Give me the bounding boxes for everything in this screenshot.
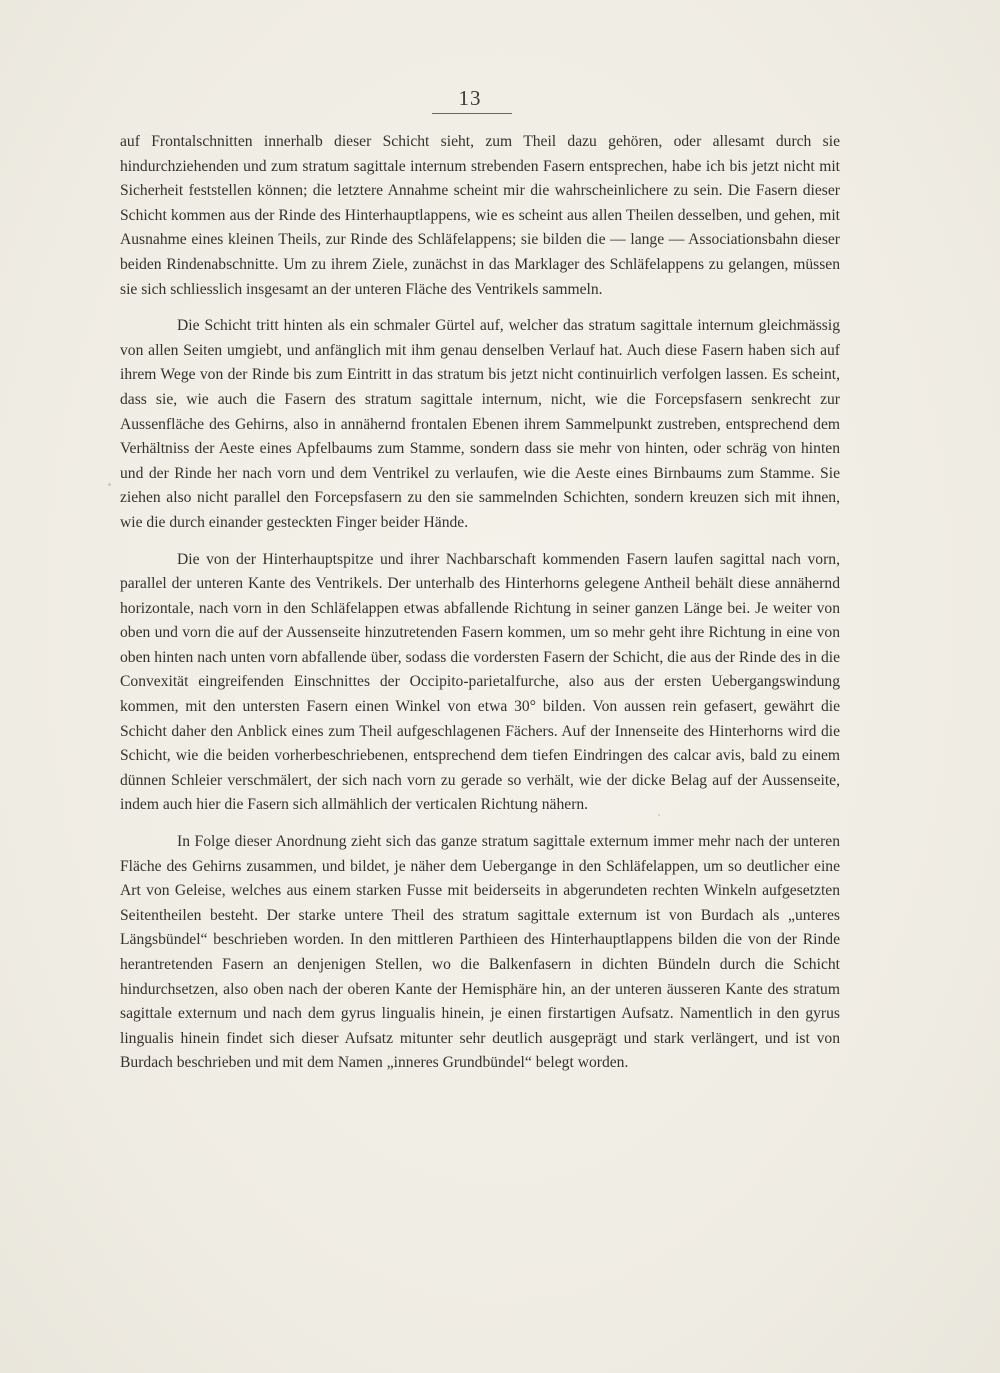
paragraph-4: In Folge dieser Anordnung zieht sich das ganze stratum sagittale externum immer mehr nach der unteren Fläche des Gehirns zusammen, und bildet, je näher dem Uebergange in den Schläfelappen, um so deutlicher eine Art von Geleise, welches aus einem starken Fusse mit beiderseits in abgerundeten rechten Winkeln aufgesetzten Seitentheilen besteht. Der starke untere Theil des stratum sagittale externum ist von Burdach als „unteres Längsbündel“ beschrieben worden. In den mittleren Parthieen des Hinterhauptlappens bilden die von der Rinde herantretenden Fasern an denjenigen Stellen, wo die Balkenfasern in dichten Bündeln durch die Schicht hindurchsetzen, also oben nach der oberen Kante der Hemisphäre hin, an der unteren äusseren Kante des stratum sagittale externum und nach dem gyrus lingualis hinein, je einen firstartigen Aufsatz. Namentlich in den gyrus lingualis hinein findet sich dieser Aufsatz mitunter sehr deutlich ausgeprägt und stark verlängert, und ist von Burdach beschrieben und mit dem Namen „inneres Grundbündel“ belegt worden. [120,833,840,1072]
header-rule [432,113,512,114]
paragraph-2: Die Schicht tritt hinten als ein schmaler Gürtel auf, welcher das stratum sagittale internum gleichmässig von allen Seiten umgiebt, und anfänglich mit ihm genau denselben Verlauf hat. Auch diese Fasern haben sich auf ihrem Wege von der Rinde bis zum Eintritt in das stratum bis jetzt nicht continuirlich verfolgen lassen. Es scheint, dass sie, wie auch die Fasern des stratum sagittale internum, nicht, wie die Forcepsfasern senkrecht zur Aussenfläche des Gehirns, also in annähernd frontalen Ebenen ihrem Sammelpunkt zustreben, entsprechend dem Verhältniss der Aeste eines Apfelbaums zum Stamme, sondern dass sie mehr von hinten, oder schräg von hinten und der Rinde her nach vorn und dem Ventrikel zu verlaufen, wie die Aeste eines Birnbaums zum Stamme. Sie ziehen also nicht parallel den Forcepsfasern zu den sie sammelnden Schichten, sondern kreuzen sich mit ihnen, wie die durch einander gesteckten Finger beider Hände. [120,317,840,531]
paper-speck [658,814,660,816]
paragraph-1: auf Frontalschnitten innerhalb dieser Schicht sieht, zum Theil dazu gehören, oder allesamt durch sie hindurchziehenden und zum stratum sagittale internum strebenden Fasern entsprechen, habe ich bis jetzt nicht mit Sicherheit feststellen können; die letztere Annahme scheint mir die wahrscheinlichere zu sein. Die Fasern dieser Schicht kommen aus der Rinde des Hinterhauptlappens, wie es scheint aus allen Theilen desselben, und gehen, mit Ausnahme eines kleinen Theils, zur Rinde des Schläfelappens; sie bilden die — lange — Associationsbahn dieser beiden Rindenabschnitte. Um zu ihrem Ziele, zunächst in das Marklager des Schläfelappens zu gelangen, müssen sie sich schliesslich insgesamt an der unteren Fläche des Ventrikels sammeln. [120,133,840,298]
body-text [120,130,840,1076]
page-number: 13 [458,86,482,110]
paragraph-3: Die von der Hinterhauptspitze und ihrer Nachbarschaft kommenden Fasern laufen sagittal nach vorn, parallel der unteren Kante des Ventrikels. Der unterhalb des Hinterhorns gelegene Antheil behält diese annähernd horizontale, nach vorn in den Schläfelappen etwas abfallende Richtung in seiner ganzen Länge bei. Je weiter von oben und vorn die auf der Aussenseite hinzutretenden Fasern kommen, um so mehr geht ihre Richtung in eine von oben hinten nach unten vorn abfallende über, sodass die vordersten Fasern der Schicht, die aus der Rinde des in die Convexität eingreifenden Einschnittes der Occipito-parietalfurche, also aus der ersten Uebergangswindung kommen, mit den untersten Fasern einen Winkel von etwa 30° bilden. Von aussen rein gefasert, gewährt die Schicht daher den Anblick eines zum Theil aufgeschlagenen Fächers. Auf der Innenseite des Hinterhorns wird die Schicht, wie die beiden vorherbeschriebenen, entsprechend dem tiefen Eindringen des calcar avis, bald zu einem dünnen Schleier verschmälert, der sich nach vorn zu gerade so verhält, wie der dicke Belag auf der Aussenseite, indem auch hier die Fasern sich allmählich der verticalen Richtung nähern. [120,550,840,814]
paper-speck [108,483,111,486]
